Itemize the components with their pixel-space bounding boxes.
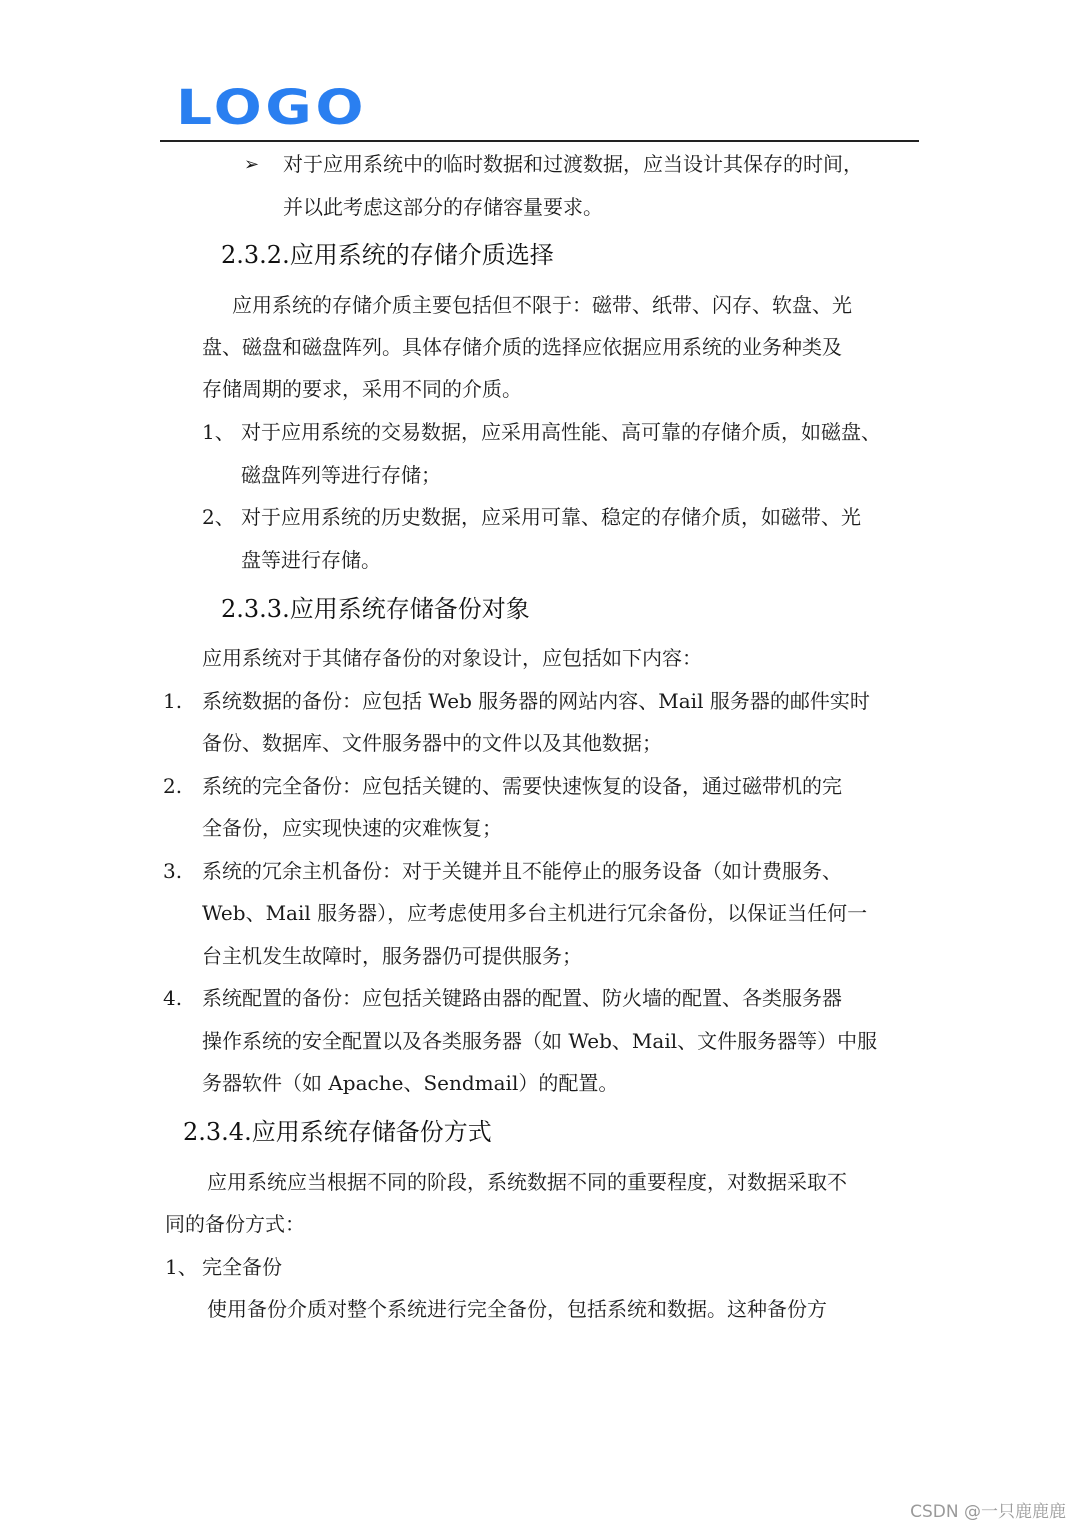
section-233-intro: 应用系统对于其储存备份的对象设计，应包括如下内容： — [202, 646, 702, 670]
list-item-line: 盘等进行存储。 — [241, 548, 381, 572]
arrow-bullet-icon: ➢ — [244, 154, 260, 175]
list-item-title: 完全备份 — [202, 1255, 282, 1279]
section-234-paragraph-line-2: 同的备份方式： — [165, 1212, 305, 1236]
section-234-paragraph-line-1: 应用系统应当根据不同的阶段，系统数据不同的重要程度，对数据采取不 — [207, 1170, 847, 1194]
list-number: 2、 — [202, 505, 235, 529]
list-number: 1、 — [202, 420, 235, 444]
section-232-paragraph-line-2: 盘、磁盘和磁盘阵列。具体存储介质的选择应依据应用系统的业务种类及 — [202, 335, 842, 359]
list-item-line: 操作系统的安全配置以及各类服务器（如 Web、Mail、文件服务器等）中服 — [202, 1029, 878, 1053]
list-item-line: 对于应用系统的历史数据，应采用可靠、稳定的存储介质，如磁带、光 — [241, 505, 861, 529]
list-item-line: 系统的完全备份：应包括关键的、需要快速恢复的设备，通过磁带机的完 — [202, 774, 842, 798]
intro-bullet-line-2: 并以此考虑这部分的存储容量要求。 — [283, 195, 603, 219]
list-item-line: 系统的冗余主机备份：对于关键并且不能停止的服务设备（如计费服务、 — [202, 859, 842, 883]
section-232-paragraph-line-3: 存储周期的要求，采用不同的介质。 — [202, 377, 522, 401]
list-item-line: 对于应用系统的交易数据，应采用高性能、高可靠的存储介质，如磁盘、 — [241, 420, 881, 444]
section-heading-234: 2.3.4.应用系统存储备份方式 — [183, 1118, 492, 1146]
list-item-line: 全备份，应实现快速的灾难恢复； — [202, 816, 502, 840]
list-item-line: 备份、数据库、文件服务器中的文件以及其他数据； — [202, 731, 662, 755]
list-number: 3. — [163, 859, 183, 883]
section-232-paragraph-line-1: 应用系统的存储介质主要包括但不限于：磁带、纸带、闪存、软盘、光 — [232, 293, 852, 317]
intro-bullet-line-1: 对于应用系统中的临时数据和过渡数据，应当设计其保存的时间， — [283, 152, 863, 176]
list-item-line: 台主机发生故障时，服务器仍可提供服务； — [202, 944, 582, 968]
list-number: 1、 — [165, 1255, 198, 1279]
header-divider — [160, 140, 919, 142]
list-item-line: 务器软件（如 Apache、Sendmail）的配置。 — [202, 1071, 619, 1095]
section-heading-232: 2.3.2.应用系统的存储介质选择 — [221, 241, 554, 269]
list-item-line: Web、Mail 服务器），应考虑使用多台主机进行冗余备份，以保证当任何一 — [202, 901, 868, 925]
list-number: 4. — [163, 986, 183, 1010]
list-number: 2. — [163, 774, 183, 798]
section-heading-233: 2.3.3.应用系统存储备份对象 — [221, 595, 530, 623]
list-item-line: 磁盘阵列等进行存储； — [241, 463, 441, 487]
list-number: 1. — [163, 689, 183, 713]
list-item-line: 系统数据的备份：应包括 Web 服务器的网站内容、Mail 服务器的邮件实时 — [202, 689, 870, 713]
list-item-desc: 使用备份介质对整个系统进行完全备份，包括系统和数据。这种备份方 — [207, 1297, 827, 1321]
watermark: CSDN @一只鹿鹿鹿 — [910, 1502, 1066, 1522]
logo: LOGO — [176, 80, 368, 136]
list-item-line: 系统配置的备份：应包括关键路由器的配置、防火墙的配置、各类服务器 — [202, 986, 842, 1010]
